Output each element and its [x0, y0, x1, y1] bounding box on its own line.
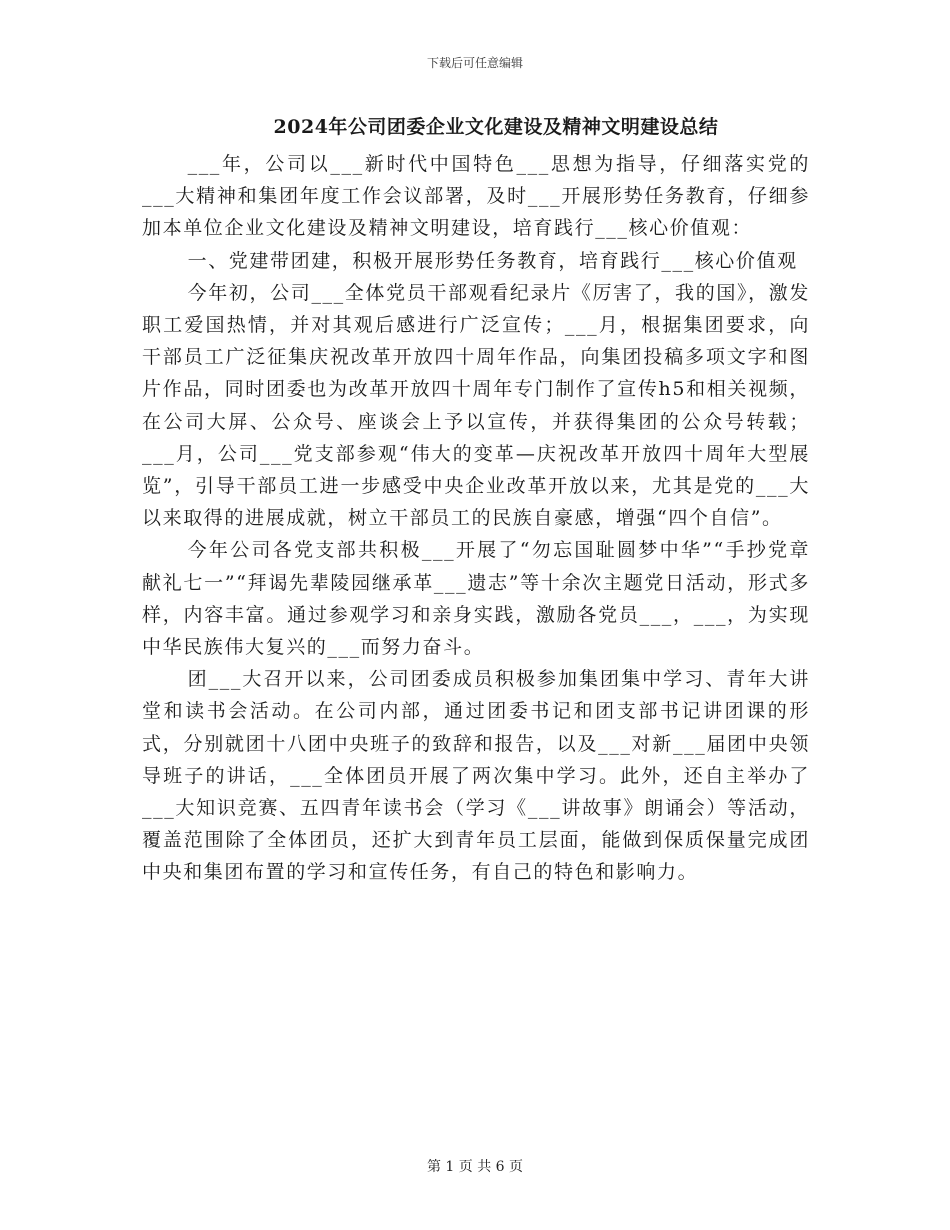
header-note: 下载后可任意编辑 — [426, 56, 523, 70]
section-heading: 一、党建带团建，积极开展形势任务教育，培育践行___核心价值观 — [187, 249, 798, 272]
paragraph: 今年初，公司___全体党员干部观看纪录片《厉害了，我的国》，激发职工爱国热情，并对其观后感进行广泛宣传；___月，根据集团要求，向干部员工广泛征集庆祝改革开放四十周年作品，向集团投稿多项文字和图片作品，同时团委也为改革开放四十周年专门制作了宣传h5和相关视频，在公司大屏、公众号、座谈会上予以宣传，并获得集团的公众号转载；___月，公司___党支部参观“伟大的变革—庆祝改革开放四十周年大型展览”，引导干部员工进一步感受中央企业改革开放以来，尤其是党的___大以来取得的进展成就，树立干部员工的民族自豪感，增强“四个自信”。 — [142, 281, 810, 530]
paragraph: 今年公司各党支部共积极___开展了“勿忘国耻圆梦中华”“手抄党章献礼七一”“拜谒先辈陵园继承革___遗志”等十余次主题党日活动，形式多样，内容丰富。通过参观学习和亲身实践，激励各党员___，___，为实现中华民族伟大复兴的___而努力奋斗。 — [142, 539, 810, 659]
document-body — [142, 148, 810, 889]
document-title: 2024年公司团委企业文化建设及精神文明建设总结 — [273, 116, 719, 138]
paragraph-intro: ___年，公司以___新时代中国特色___思想为指导，仔细落实党的___大精神和集团年度工作会议部署，及时___开展形势任务教育，仔细参加本单位企业文化建设及精神文明建设，培育践行___核心价值观： — [142, 153, 810, 240]
page-number: 第 1 页 共 6 页 — [426, 1159, 524, 1175]
paragraph: 团___大召开以来，公司团委成员积极参加集团集中学习、青年大讲堂和读书会活动。在公司内部，通过团委书记和团支部书记讲团课的形式，分别就团十八团中央班子的致辞和报告，以及___对新___届团中央领导班子的讲话，___全体团员开展了两次集中学习。此外，还自主举办了___大知识竞赛、五四青年读书会（学习《___讲故事》朗诵会）等活动，覆盖范围除了全体团员，还扩大到青年员工层面，能做到保质保量完成团中央和集团布置的学习和宣传任务，有自己的特色和影响力。 — [142, 668, 810, 884]
